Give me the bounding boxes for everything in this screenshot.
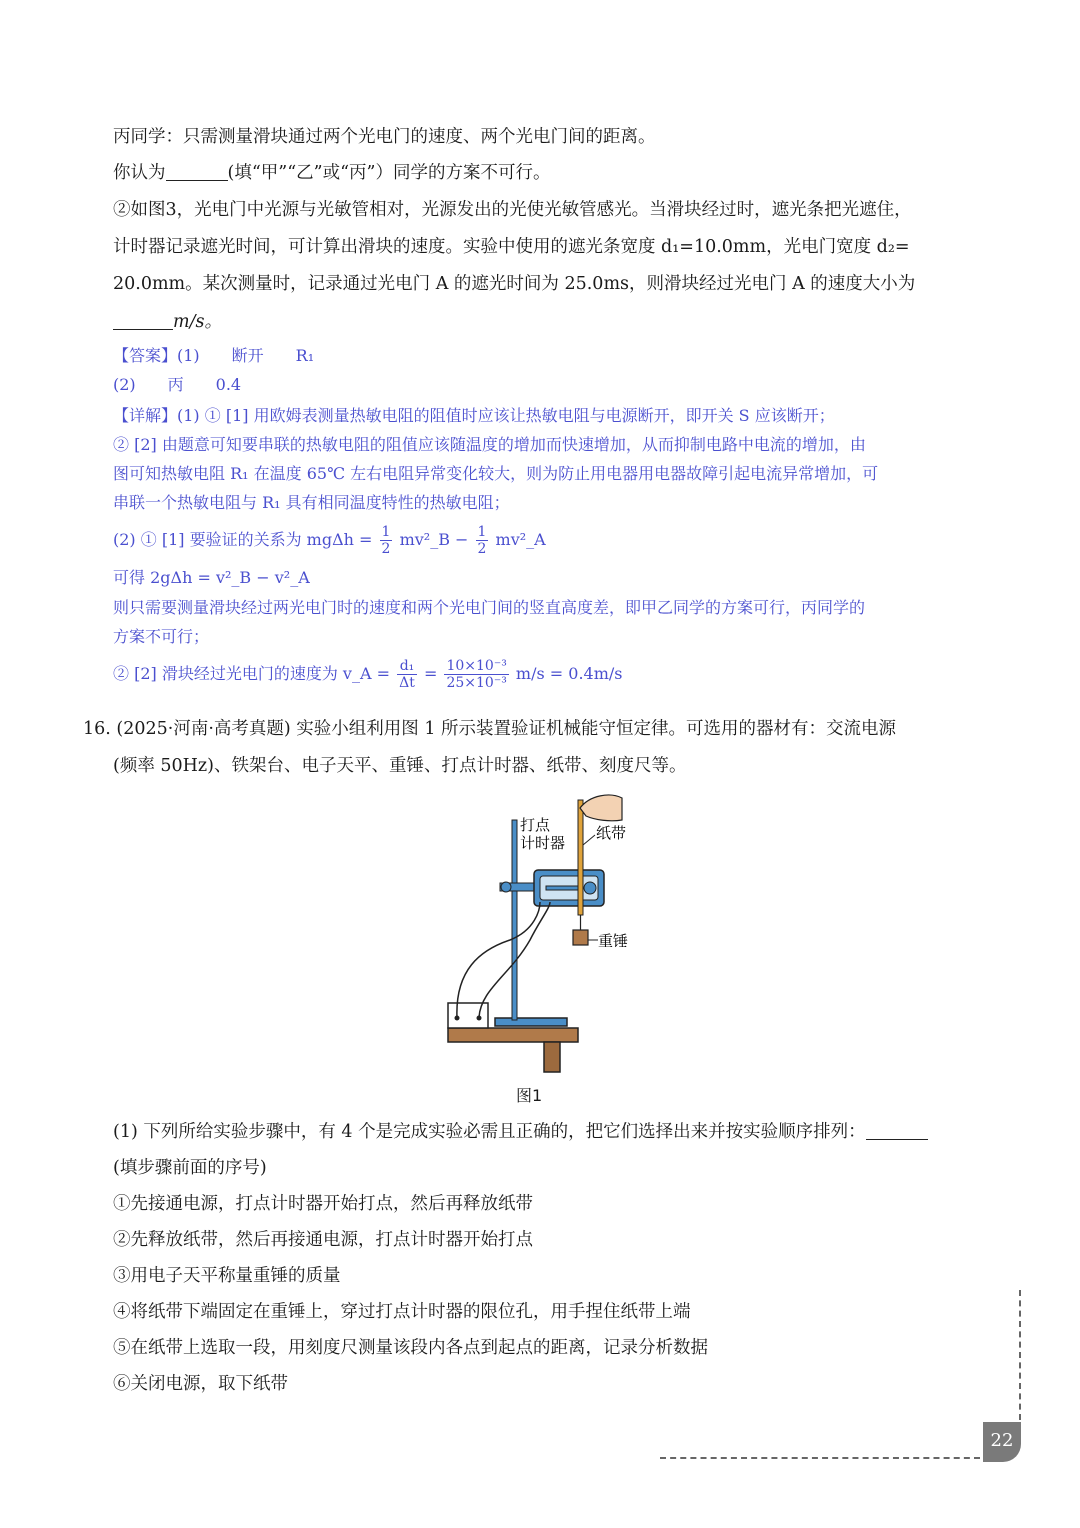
equation-lhs: (2) ① [1] 要验证的关系为 mgΔh = — [113, 530, 373, 549]
detail-line: 图可知热敏电阻 R₁ 在温度 65℃ 左右电阻异常变化较大，则为防止用电器用电器故障引起电流异常增加，可 — [113, 464, 879, 483]
detail-equation — [113, 654, 623, 694]
text-line: 20.0mm。某次测量时，记录通过光电门 A 的遮光时间为 25.0ms，则滑块经过光电门 A 的速度大小为 — [113, 274, 916, 294]
unit-text: m/s。 — [173, 312, 222, 332]
answer-line: (2) 丙 0.4 — [113, 375, 242, 394]
answer-blank[interactable] — [866, 1121, 928, 1140]
equation-term: mv²_A — [495, 530, 546, 549]
label-timer: 计时器 — [520, 834, 566, 852]
question-prefix: 你认为 — [113, 163, 166, 183]
page-border-dash — [660, 1457, 980, 1459]
hand — [580, 795, 622, 821]
step-item: ④将纸带下端固定在重锤上，穿过打点计时器的限位孔，用手捏住纸带上端 — [113, 1302, 691, 1322]
wire — [457, 902, 540, 1018]
detail-line: 可得 2gΔh = v²_B − v²_A — [113, 568, 310, 587]
detail-line: 串联一个热敏电阻与 R₁ 具有相同温度特性的热敏电阻； — [113, 493, 510, 512]
sub-question-line — [113, 1120, 928, 1144]
fraction — [444, 658, 508, 691]
equals-sign: = — [423, 664, 438, 683]
equation-lhs: ② [2] 滑块经过光电门的速度为 v_A = — [113, 664, 391, 683]
text-line: ②如图3，光电门中光源与光敏管相对，光源发出的光使光敏管感光。当滑块经过时，遮光条把光遮住， — [113, 200, 912, 220]
denominator: 2 — [381, 541, 391, 557]
apparatus-figure — [440, 790, 660, 1080]
question-16-line: (频率 50Hz)、铁架台、电子天平、重锤、打点计时器、纸带、刻度尺等。 — [113, 756, 687, 776]
answer-line: 【答案】(1) 断开 R₁ — [113, 346, 315, 365]
answer-blank[interactable] — [166, 162, 228, 181]
sub-question-line: (填步骤前面的序号) — [113, 1158, 267, 1178]
label-leader — [583, 835, 595, 845]
equation-term: mv²_B − — [399, 530, 469, 549]
power-supply — [448, 1003, 488, 1028]
detail-line: 则只需要测量滑块经过两光电门时的速度和两个光电门间的竖直高度差，即甲乙同学的方案可行，丙同学的 — [113, 598, 866, 617]
page-number: 22 — [983, 1422, 1021, 1462]
equation-result: m/s = 0.4m/s — [515, 664, 623, 683]
paper-tape — [578, 800, 583, 915]
clamp-knob — [501, 882, 511, 892]
text-line: 丙同学：只需测量滑块通过两个光电门的速度、两个光电门间的距离。 — [113, 127, 656, 147]
text-line: 计时器记录遮光时间，可计算出滑块的速度。实验中使用的遮光条宽度 d₁=10.0mm，光电门宽度 d₂= — [113, 237, 910, 257]
denominator: 2 — [477, 541, 487, 557]
step-item: ⑥关闭电源，取下纸带 — [113, 1374, 288, 1394]
stand-rod — [512, 820, 517, 1020]
denominator: Δt — [399, 675, 415, 691]
question-16-line: 16. (2025·河南·高考真题) 实验小组利用图 1 所示装置验证机械能守恒定律。可选用的器材有：交流电源 — [83, 719, 897, 739]
numerator: d₁ — [397, 658, 417, 675]
step-item: ⑤在纸带上选取一段，用刻度尺测量该段内各点到起点的距离，记录分析数据 — [113, 1338, 708, 1358]
fraction — [476, 524, 489, 557]
label-tape: 纸带 — [596, 824, 627, 842]
weight — [573, 930, 588, 945]
numerator: 10×10⁻³ — [446, 658, 507, 674]
detail-line: ② [2] 由题意可知要串联的热敏电阻的阻值应该随温度的增加而快速增加，从而抑制电路中电流的增加，由 — [113, 435, 866, 454]
text-line — [113, 161, 551, 185]
step-item: ②先释放纸带，然后再接通电源，打点计时器开始打点 — [113, 1230, 533, 1250]
label-weight: 重锤 — [598, 932, 629, 950]
detail-line: 方案不可行； — [113, 627, 210, 646]
timer-vibrator — [546, 886, 578, 890]
numerator: 1 — [381, 524, 391, 540]
step-item: ③用电子天平称量重锤的质量 — [113, 1266, 341, 1286]
detail-line: 【详解】(1) ① [1] 用欧姆表测量热敏电阻的阻值时应该让热敏电阻与电源断开，即开关 S 应该断开； — [113, 406, 835, 425]
step-item: ①先接通电源，打点计时器开始打点，然后再释放纸带 — [113, 1194, 533, 1214]
table-leg — [544, 1042, 560, 1072]
numerator: 1 — [477, 524, 487, 540]
denominator: 25×10⁻³ — [446, 675, 507, 691]
label-timer: 打点 — [520, 816, 551, 834]
answer-blank[interactable] — [113, 311, 173, 330]
fraction — [380, 524, 393, 557]
stand-base — [495, 1018, 567, 1026]
timer-coil — [584, 882, 596, 894]
table-top — [448, 1028, 578, 1042]
fraction — [397, 658, 417, 691]
detail-equation — [113, 522, 546, 558]
figure-caption: 图1 — [516, 1086, 543, 1105]
text-line — [113, 310, 222, 334]
sub-question-text: (1) 下列所给实验步骤中，有 4 个是完成实验必需且正确的，把它们选择出来并按实验顺序排列： — [113, 1122, 866, 1142]
question-suffix: (填“甲”“乙”或“丙”）同学的方案不可行。 — [227, 163, 551, 183]
page-border-dash — [1019, 1290, 1021, 1420]
